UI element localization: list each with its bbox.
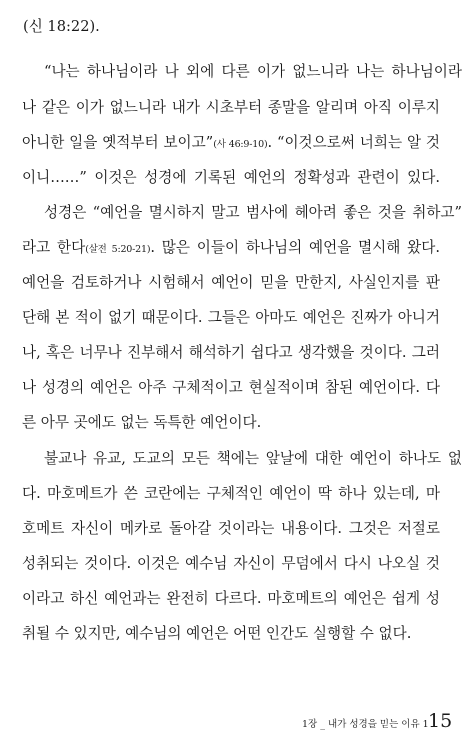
text-line-7-main: 라고 한다	[22, 239, 86, 256]
text-line-16: 성취되는 것이다. 이것은 예수님 자신이 무덤에서 다시 나오실 것	[22, 555, 440, 572]
running-head: 1장 _ 내가 성경을 믿는 이유 1	[302, 719, 429, 730]
text-line-4-rest: . “이것으로써 너희는 알 것	[267, 134, 440, 151]
text-line-10: 나, 혹은 너무나 진부해서 해석하기 쉽다고 생각했을 것이다. 그러	[22, 344, 440, 361]
text-line-4-main: 아니한 일을 옛적부터 보이고”	[22, 134, 214, 151]
text-line-17: 이라고 하신 예언과는 완전히 다르다. 마호메트의 예언은 쉽게 성	[22, 590, 440, 607]
text-line-9: 단해 본 적이 없기 때문이다. 그들은 아마도 예언은 진짜가 아니거	[22, 309, 440, 326]
text-line-4	[22, 133, 440, 155]
text-line-2: “나는 하나님이라 나 외에 다른 이가 없느니라 나는 하나님이라	[44, 63, 462, 80]
text-line-12: 른 아무 곳에도 없는 독특한 예언이다.	[22, 414, 262, 431]
text-line-7	[22, 238, 440, 260]
text-line-11: 나 성경의 예언은 아주 구체적이고 현실적이며 참된 예언이다. 다	[22, 379, 440, 396]
text-line-5: 이니……” 이것은 성경에 기록된 예언의 정확성과 관련이 있다.	[22, 169, 440, 186]
scripture-reference: (살전 5:20-21)	[85, 244, 151, 255]
text-line-8: 예언을 검토하거나 시험해서 예언이 믿을 만한지, 사실인지를 판	[22, 274, 440, 291]
text-line-7-rest: . 많은 이들이 하나님의 예언을 멸시해 왔다.	[150, 239, 440, 256]
text-line-15: 호메트 자신이 메카로 돌아갈 것이라는 내용이다. 그것은 저절로	[22, 520, 440, 537]
text-line-1: (신 18:22).	[23, 18, 100, 35]
text-line-13: 불교나 유교, 도교의 모든 책에는 앞날에 대한 예언이 하나도 없	[44, 450, 462, 467]
page-number: 15	[428, 710, 453, 732]
text-line-18: 취될 수 있지만, 예수님의 예언은 어떤 인간도 실행할 수 없다.	[22, 625, 412, 642]
scripture-reference: (사 46:9-10)	[213, 139, 268, 150]
text-line-3: 나 같은 이가 없느니라 내가 시초부터 종말을 알리며 아직 이루지	[22, 99, 440, 116]
text-line-14: 다. 마호메트가 쓴 코란에는 구체적인 예언이 딱 하나 있는데, 마	[22, 485, 440, 502]
text-line-6: 성경은 “예언을 멸시하지 말고 범사에 헤아려 좋은 것을 취하고”	[44, 204, 462, 221]
